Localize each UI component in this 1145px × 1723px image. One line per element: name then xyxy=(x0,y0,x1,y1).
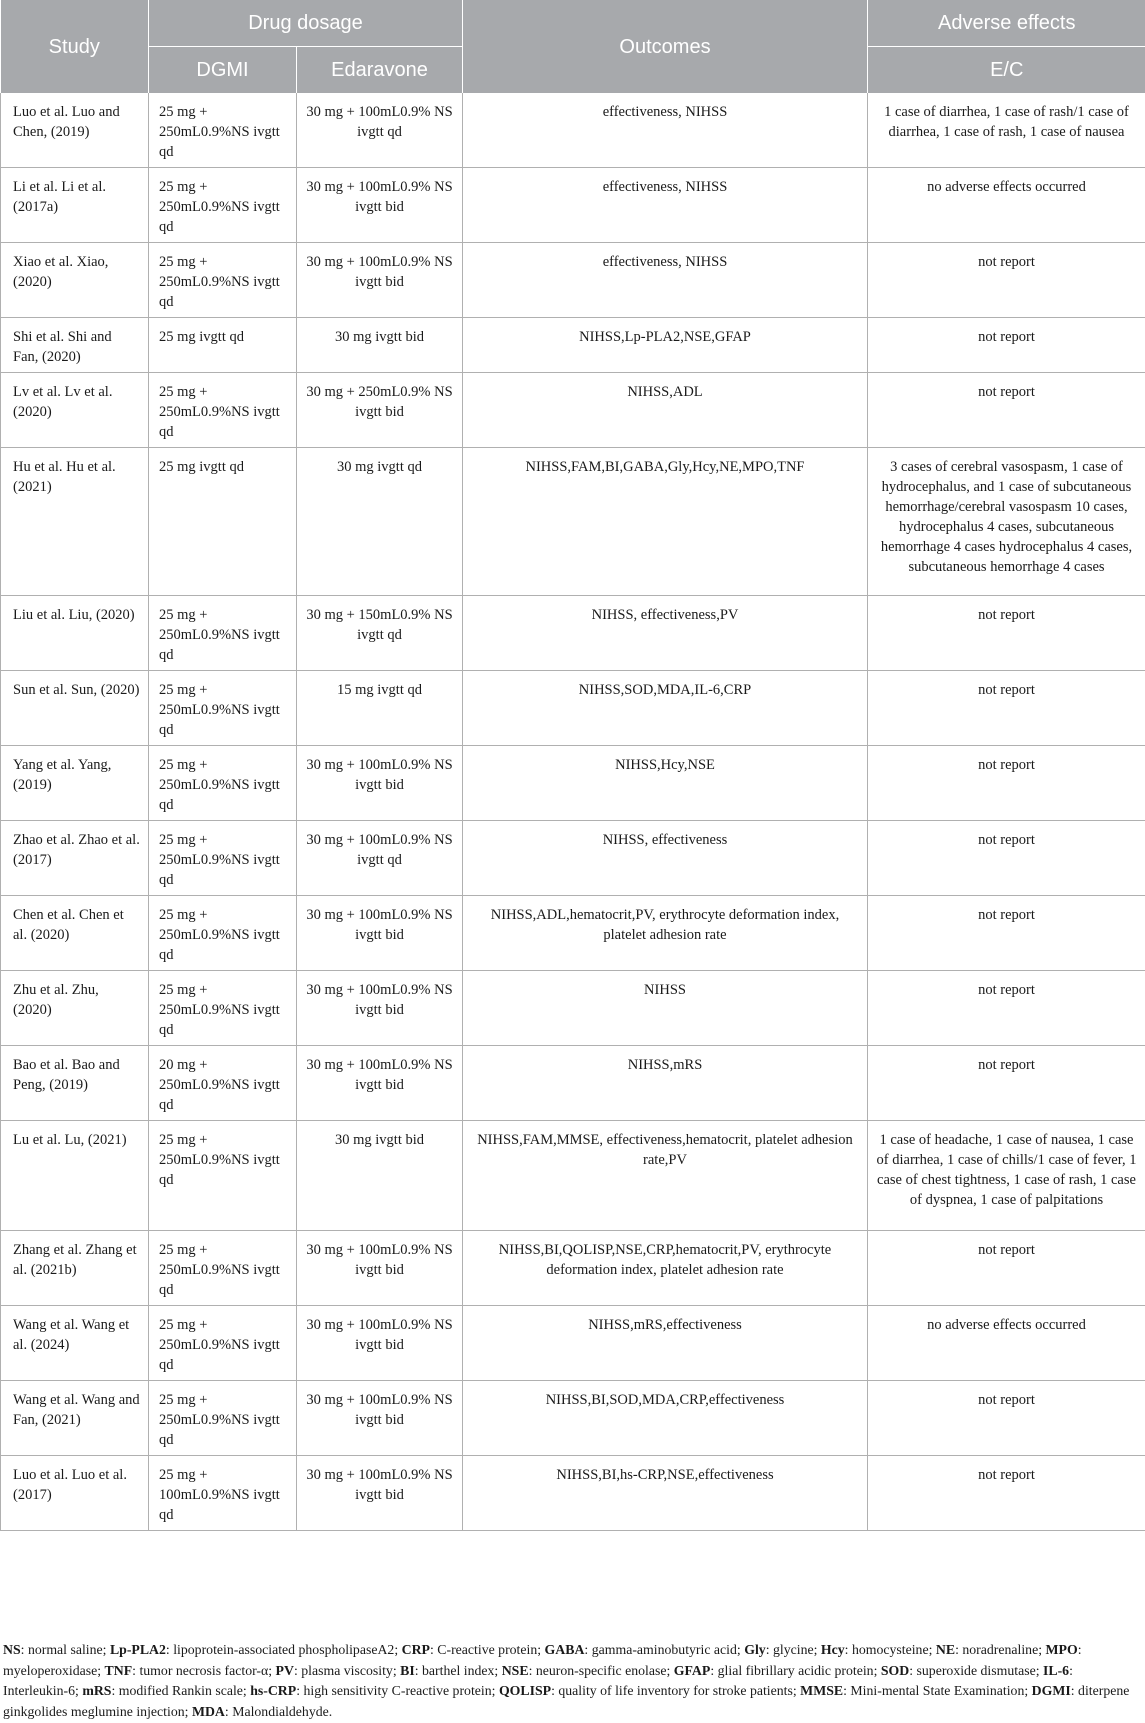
cell-dgmi: 25 mg + 250mL0.9%NS ivgtt qd xyxy=(149,671,297,746)
footnote-def: Malondialdehyde. xyxy=(232,1703,333,1719)
cell-adverse-effects: 1 case of diarrhea, 1 case of rash/1 case of diarrhea, 1 case of rash, 1 case of nausea xyxy=(868,93,1145,168)
cell-adverse-effects: not report xyxy=(868,1381,1145,1456)
table-row xyxy=(1,1381,1145,1456)
footnote-abbr: NE xyxy=(935,1642,956,1657)
cell-outcomes: NIHSS, effectiveness xyxy=(463,821,868,896)
cell-outcomes: NIHSS,BI,SOD,MDA,CRP,effectiveness xyxy=(463,1381,868,1456)
cell-outcomes: NIHSS,SOD,MDA,IL-6,CRP xyxy=(463,671,868,746)
cell-dgmi: 25 mg + 250mL0.9%NS ivgtt qd xyxy=(149,971,297,1046)
cell-outcomes: NIHSS,BI,QOLISP,NSE,CRP,hematocrit,PV, erythrocyte deformation index, platelet adhesion rate xyxy=(463,1231,868,1306)
footnote-def: normal saline xyxy=(27,1642,103,1657)
cell-outcomes: NIHSS,FAM,BI,GABA,Gly,Hcy,NE,MPO,TNF xyxy=(463,448,868,596)
cell-adverse-effects: not report xyxy=(868,596,1145,671)
cell-edaravone: 30 mg + 100mL0.9% NS ivgtt bid xyxy=(297,971,463,1046)
cell-edaravone: 30 mg + 100mL0.9% NS ivgtt qd xyxy=(297,93,463,168)
cell-study: Luo et al. Luo and Chen, (2019) xyxy=(1,93,149,168)
cell-outcomes: NIHSS,mRS xyxy=(463,1046,868,1121)
cell-dgmi: 25 mg ivgtt qd xyxy=(149,448,297,596)
cell-edaravone: 30 mg + 150mL0.9% NS ivgtt qd xyxy=(297,596,463,671)
footnote-def: modified Rankin scale xyxy=(118,1683,243,1698)
cell-study: Hu et al. Hu et al. (2021) xyxy=(1,448,149,596)
table-row xyxy=(1,168,1145,243)
footnote-def: Interleukin-6 xyxy=(3,1683,76,1698)
table-row xyxy=(1,243,1145,318)
cell-adverse-effects: not report xyxy=(868,896,1145,971)
footnote-def: barthel index xyxy=(422,1662,495,1678)
cell-edaravone: 30 mg + 100mL0.9% NS ivgtt bid xyxy=(297,1381,463,1456)
cell-edaravone: 30 mg + 100mL0.9% NS ivgtt bid xyxy=(297,168,463,243)
cell-outcomes: NIHSS,ADL,hematocrit,PV, erythrocyte deformation index, platelet adhesion rate xyxy=(463,896,868,971)
footnote-def: quality of life inventory for stroke patients xyxy=(558,1683,793,1698)
cell-dgmi: 25 mg + 250mL0.9%NS ivgtt qd xyxy=(149,243,297,318)
cell-study: Zhu et al. Zhu, (2020) xyxy=(1,971,149,1046)
cell-study: Wang et al. Wang and Fan, (2021) xyxy=(1,1381,149,1456)
footnote-abbr: QOLISP xyxy=(498,1683,552,1698)
cell-study: Luo et al. Luo et al. (2017) xyxy=(1,1456,149,1531)
table-row xyxy=(1,821,1145,896)
table-row xyxy=(1,746,1145,821)
cell-adverse-effects: not report xyxy=(868,243,1145,318)
cell-outcomes: effectiveness, NIHSS xyxy=(463,93,868,168)
footnote-abbr: SOD xyxy=(880,1662,910,1678)
footnote-abbr: Gly xyxy=(744,1642,766,1657)
footnote-def: glial fibrillary acidic protein xyxy=(717,1662,874,1678)
header-study: Study xyxy=(1,0,149,93)
footnote-def: Mini-mental State Examination xyxy=(850,1683,1025,1698)
cell-outcomes: NIHSS,FAM,MMSE, effectiveness,hematocrit, platelet adhesion rate,PV xyxy=(463,1121,868,1231)
cell-adverse-effects: not report xyxy=(868,1456,1145,1531)
table-row xyxy=(1,596,1145,671)
header-dgmi: DGMI xyxy=(149,47,297,94)
footnote-abbr: GFAP xyxy=(673,1662,711,1678)
cell-dgmi: 25 mg + 250mL0.9%NS ivgtt qd xyxy=(149,1306,297,1381)
cell-outcomes: NIHSS,Lp-PLA2,NSE,GFAP xyxy=(463,318,868,373)
footnote-abbr: TNF xyxy=(104,1662,133,1678)
footnote-abbr: NSE xyxy=(501,1662,529,1678)
footnote-abbr: NS xyxy=(3,1642,21,1657)
cell-dgmi: 25 mg + 250mL0.9%NS ivgtt qd xyxy=(149,93,297,168)
header-outcomes: Outcomes xyxy=(463,0,868,93)
table-row xyxy=(1,373,1145,448)
cell-adverse-effects: not report xyxy=(868,1231,1145,1306)
table-row xyxy=(1,318,1145,373)
cell-dgmi: 25 mg + 250mL0.9%NS ivgtt qd xyxy=(149,1231,297,1306)
cell-edaravone: 30 mg + 250mL0.9% NS ivgtt bid xyxy=(297,373,463,448)
cell-dgmi: 25 mg + 250mL0.9%NS ivgtt qd xyxy=(149,896,297,971)
cell-dgmi: 25 mg + 250mL0.9%NS ivgtt qd xyxy=(149,821,297,896)
cell-dgmi: 25 mg + 100mL0.9%NS ivgtt qd xyxy=(149,1456,297,1531)
cell-outcomes: effectiveness, NIHSS xyxy=(463,243,868,318)
cell-edaravone: 30 mg + 100mL0.9% NS ivgtt bid xyxy=(297,1231,463,1306)
footnote-def: C-reactive protein xyxy=(437,1642,538,1657)
cell-adverse-effects: not report xyxy=(868,971,1145,1046)
cell-adverse-effects: 1 case of headache, 1 case of nausea, 1 case of diarrhea, 1 case of chills/1 case of fever, 1 case of chest tightness, 1 case of rash, 1 case of dyspnea, 1 case of palpitations xyxy=(868,1121,1145,1231)
footnote-def: glycine xyxy=(772,1642,814,1657)
footnote-def: homocysteine xyxy=(851,1642,929,1657)
footnote-abbr: MPO xyxy=(1045,1642,1078,1657)
cell-edaravone: 30 mg ivgtt bid xyxy=(297,318,463,373)
cell-adverse-effects: not report xyxy=(868,318,1145,373)
table-row xyxy=(1,93,1145,168)
footnote-def: plasma viscosity xyxy=(301,1662,393,1678)
footnote-def: lipoprotein-associated phospholipaseA2 xyxy=(173,1642,395,1657)
table-row xyxy=(1,448,1145,596)
table-row xyxy=(1,1046,1145,1121)
cell-study: Bao et al. Bao and Peng, (2019) xyxy=(1,1046,149,1121)
footnote-abbr: GABA xyxy=(544,1642,585,1657)
footnote-def: gamma-aminobutyric acid xyxy=(591,1642,737,1657)
cell-edaravone: 30 mg + 100mL0.9% NS ivgtt bid xyxy=(297,1046,463,1121)
header-edaravone: Edaravone xyxy=(297,47,463,94)
cell-study: Wang et al. Wang et al. (2024) xyxy=(1,1306,149,1381)
cell-adverse-effects: not report xyxy=(868,373,1145,448)
cell-outcomes: NIHSS,Hcy,NSE xyxy=(463,746,868,821)
footnote-def: tumor necrosis factor-α xyxy=(139,1662,269,1678)
cell-study: Liu et al. Liu, (2020) xyxy=(1,596,149,671)
cell-study: Lu et al. Lu, (2021) xyxy=(1,1121,149,1231)
cell-edaravone: 30 mg + 100mL0.9% NS ivgtt bid xyxy=(297,1456,463,1531)
cell-dgmi: 25 mg + 250mL0.9%NS ivgtt qd xyxy=(149,746,297,821)
cell-adverse-effects: 3 cases of cerebral vasospasm, 1 case of hydrocephalus, and 1 case of subcutaneous hemorrhage/cerebral vasospasm 10 cases, hydrocephalus 4 cases, subcutaneous hemorrhage 4 cases hydrocephalus 4 cases, subcutaneous hemorrhage 4 cases xyxy=(868,448,1145,596)
cell-edaravone: 30 mg + 100mL0.9% NS ivgtt bid xyxy=(297,746,463,821)
cell-outcomes: NIHSS,mRS,effectiveness xyxy=(463,1306,868,1381)
footnote-abbr: mRS xyxy=(82,1683,112,1698)
cell-adverse-effects: not report xyxy=(868,746,1145,821)
cell-dgmi: 25 mg + 250mL0.9%NS ivgtt qd xyxy=(149,1121,297,1231)
cell-outcomes: effectiveness, NIHSS xyxy=(463,168,868,243)
table-row xyxy=(1,896,1145,971)
cell-edaravone: 30 mg + 100mL0.9% NS ivgtt bid xyxy=(297,1306,463,1381)
cell-edaravone: 30 mg ivgtt qd xyxy=(297,448,463,596)
cell-study: Zhao et al. Zhao et al. (2017) xyxy=(1,821,149,896)
cell-dgmi: 25 mg + 250mL0.9%NS ivgtt qd xyxy=(149,373,297,448)
cell-edaravone: 30 mg ivgtt bid xyxy=(297,1121,463,1231)
footnote-abbr: IL-6 xyxy=(1043,1662,1070,1678)
cell-study: Sun et al. Sun, (2020) xyxy=(1,671,149,746)
footnote-abbr: DGMI xyxy=(1031,1683,1071,1698)
cell-dgmi: 25 mg + 250mL0.9%NS ivgtt qd xyxy=(149,596,297,671)
cell-study: Lv et al. Lv et al. (2020) xyxy=(1,373,149,448)
footnote-def: high sensitivity C-reactive protein xyxy=(303,1683,492,1698)
footnote: NS: normal saline; Lp-PLA2: lipoprotein-associated phospholipaseA2; CRP: C-reactive protein; GABA: gamma-aminobutyric acid; Gly: glycine; Hcy: homocysteine; NE: noradrenaline; MPO: myeloperoxidase; TNF: tumor necrosis factor-α; PV: plasma viscosity; BI: barthel index; NSE: neuron-specific enolase; GFAP: glial fibrillary acidic protein; SOD: superoxide dismutase; IL-6: Interleukin-6; mRS: modified Rankin scale; hs-CRP: high sensitivity C-reactive protein; QOLISP: quality of life inventory for stroke patients; MMSE: Mini-mental State Examination; DGMI: diterpene ginkgolides meglumine injection; MDA: Malondialdehyde. xyxy=(3,1642,1130,1719)
table-row xyxy=(1,1231,1145,1306)
cell-study: Xiao et al. Xiao, (2020) xyxy=(1,243,149,318)
header-ec: E/C xyxy=(868,47,1145,94)
cell-edaravone: 30 mg + 100mL0.9% NS ivgtt qd xyxy=(297,821,463,896)
cell-adverse-effects: not report xyxy=(868,1046,1145,1121)
footnote-abbr: BI xyxy=(400,1662,415,1678)
footnote-abbr: Hcy xyxy=(820,1642,845,1657)
header-row-1 xyxy=(1,0,1145,47)
footnote-abbr: CRP xyxy=(401,1642,430,1657)
cell-dgmi: 25 mg + 250mL0.9%NS ivgtt qd xyxy=(149,1381,297,1456)
cell-study: Li et al. Li et al. (2017a) xyxy=(1,168,149,243)
footnote-def: diterpene ginkgolides meglumine injection xyxy=(3,1683,1130,1719)
footnote-def: neuron-specific enolase xyxy=(535,1662,667,1678)
footnote-def: superoxide dismutase xyxy=(916,1662,1036,1678)
footnote-abbr: Lp-PLA2 xyxy=(109,1642,166,1657)
footnote-def: noradrenaline xyxy=(962,1642,1039,1657)
table-row xyxy=(1,1456,1145,1531)
table-row xyxy=(1,671,1145,746)
footnote-abbr: PV xyxy=(275,1662,294,1678)
header-drug-dosage: Drug dosage xyxy=(149,0,463,47)
footnote-abbr: hs-CRP xyxy=(250,1683,297,1698)
cell-edaravone: 30 mg + 100mL0.9% NS ivgtt bid xyxy=(297,896,463,971)
cell-study: Yang et al. Yang, (2019) xyxy=(1,746,149,821)
table-row xyxy=(1,971,1145,1046)
footnote-abbr: MDA xyxy=(191,1703,225,1719)
table-row xyxy=(1,1306,1145,1381)
cell-outcomes: NIHSS,BI,hs-CRP,NSE,effectiveness xyxy=(463,1456,868,1531)
cell-adverse-effects: no adverse effects occurred xyxy=(868,168,1145,243)
cell-dgmi: 25 mg + 250mL0.9%NS ivgtt qd xyxy=(149,168,297,243)
table-body xyxy=(1,93,1145,1531)
cell-study: Zhang et al. Zhang et al. (2021b) xyxy=(1,1231,149,1306)
cell-adverse-effects: not report xyxy=(868,671,1145,746)
cell-study: Chen et al. Chen et al. (2020) xyxy=(1,896,149,971)
cell-outcomes: NIHSS xyxy=(463,971,868,1046)
cell-outcomes: NIHSS, effectiveness,PV xyxy=(463,596,868,671)
cell-outcomes: NIHSS,ADL xyxy=(463,373,868,448)
footnote-def: myeloperoxidase xyxy=(3,1662,98,1678)
cell-dgmi: 20 mg + 250mL0.9%NS ivgtt qd xyxy=(149,1046,297,1121)
table-row xyxy=(1,1121,1145,1231)
cell-adverse-effects: no adverse effects occurred xyxy=(868,1306,1145,1381)
header-adverse-effects: Adverse effects xyxy=(868,0,1145,47)
footnote-abbr: MMSE xyxy=(800,1683,844,1698)
cell-adverse-effects: not report xyxy=(868,821,1145,896)
cell-dgmi: 25 mg ivgtt qd xyxy=(149,318,297,373)
cell-study: Shi et al. Shi and Fan, (2020) xyxy=(1,318,149,373)
cell-edaravone: 15 mg ivgtt qd xyxy=(297,671,463,746)
cell-edaravone: 30 mg + 100mL0.9% NS ivgtt bid xyxy=(297,243,463,318)
